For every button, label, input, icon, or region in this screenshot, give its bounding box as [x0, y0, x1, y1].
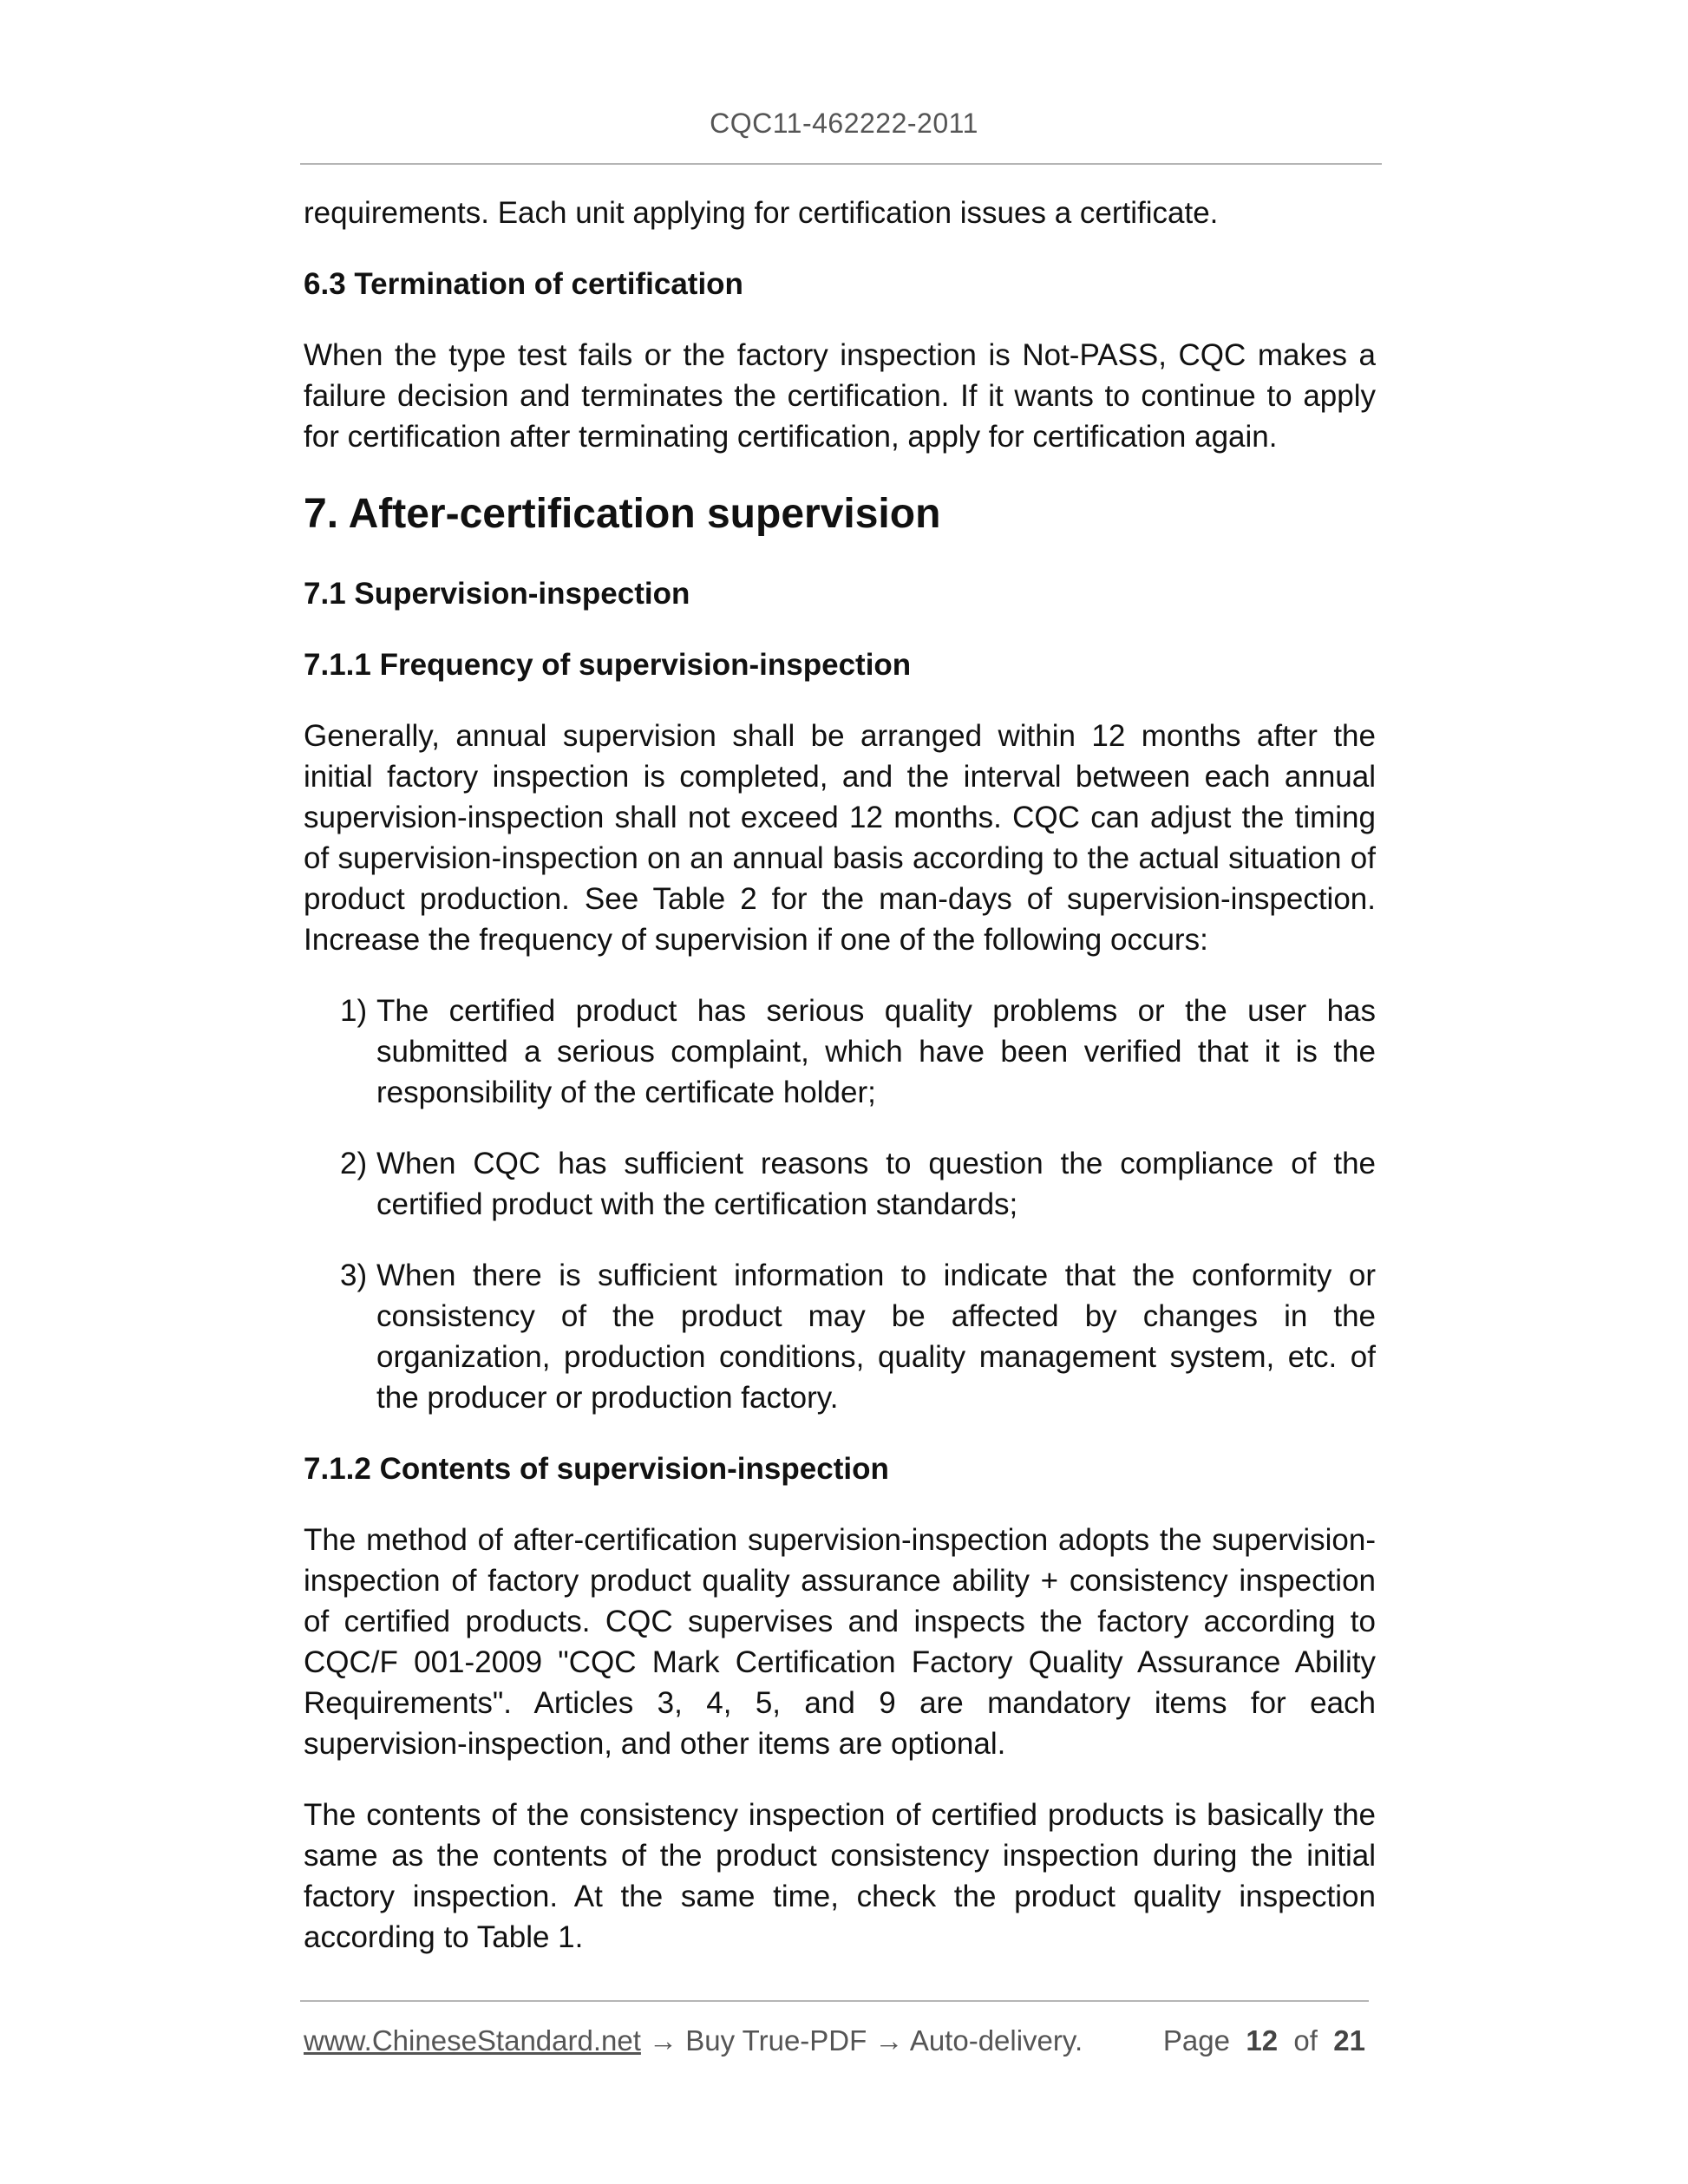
footer-promo-text: → Buy True-PDF → Auto-delivery.	[640, 2024, 1083, 2056]
section-7-heading: 7. After-certification supervision	[304, 491, 941, 537]
section-7-1-1-heading: 7.1.1 Frequency of supervision-inspection	[304, 648, 912, 682]
footer-divider	[300, 2000, 1369, 2002]
section-6-3-paragraph: When the type test fails or the factory inspection is Not-PASS, CQC makes a failure decision and terminates the certification. If it wants to continue to apply for certification after terminating certification, apply for certification again.	[304, 338, 1376, 454]
list-item-text: The certified product has serious quality problems or the user has submitted a serious complaint, which have been verified that it is the responsibility of the certificate holder;	[376, 994, 1376, 1109]
continuation-paragraph: requirements. Each unit applying for certification issues a certificate.	[304, 196, 1219, 230]
section-6-3-heading: 6.3 Termination of certification	[304, 267, 743, 301]
header-divider	[300, 163, 1382, 165]
total-pages: 21	[1333, 2024, 1365, 2056]
list-item-text: When there is sufficient information to indicate that the conformity or consistency of the product may be affected by changes in the organization, production conditions, quality management system, etc. of the producer or production factory.	[376, 1259, 1376, 1415]
list-item-number: 2)	[340, 1147, 368, 1180]
section-7-1-2-paragraph-1: The method of after-certification supervision-inspection adopts the supervision-inspection of factory product quality assurance ability + consistency inspection of certified products. CQC supervises and inspects the factory according to CQC/F 001-2009 "CQC Mark Certification Factory Quality Assurance Ability Requirements". Articles 3, 4, 5, and 9 are mandatory items for each supervision-inspection, and other items are optional.	[304, 1523, 1376, 1761]
page-footer	[304, 2021, 1376, 2061]
section-7-1-1-paragraph: Generally, annual supervision shall be arranged within 12 months after the initial factory inspection is completed, and the interval between each annual supervision-inspection shall not exceed 12 months. CQC can adjust the timing of supervision-inspection on an annual basis according to the actual situation of product production. See Table 2 for the man-days of supervision-inspection. Increase the frequency of supervision if one of the following occurs:	[304, 719, 1376, 957]
footer-promo	[304, 2021, 1083, 2061]
list-item	[340, 1255, 1376, 1418]
section-7-1-heading: 7.1 Supervision-inspection	[304, 577, 690, 611]
section-7-1-2-heading: 7.1.2 Contents of supervision-inspection	[304, 1452, 889, 1486]
of-label: of	[1293, 2024, 1318, 2056]
document-id-header: CQC11-462222-2011	[710, 108, 978, 139]
list-item-number: 1)	[340, 994, 368, 1028]
section-7-1-2-paragraph-2: The contents of the consistency inspection of certified products is basically the same as the contents of the product consistency inspection during the initial factory inspection. At the same time, check the product quality inspection according to Table 1.	[304, 1798, 1376, 1954]
list-item	[340, 991, 1376, 1113]
list-item-number: 3)	[340, 1259, 368, 1292]
page-number	[1163, 2021, 1365, 2061]
website-link[interactable]: www.ChineseStandard.net	[304, 2024, 641, 2056]
page-content	[304, 193, 1376, 1958]
list-item	[340, 1143, 1376, 1225]
page-label: Page	[1162, 2024, 1230, 2056]
list-item-text: When CQC has sufficient reasons to question the compliance of the certified product with the certification standards;	[376, 1147, 1376, 1221]
current-page: 12	[1246, 2024, 1279, 2056]
